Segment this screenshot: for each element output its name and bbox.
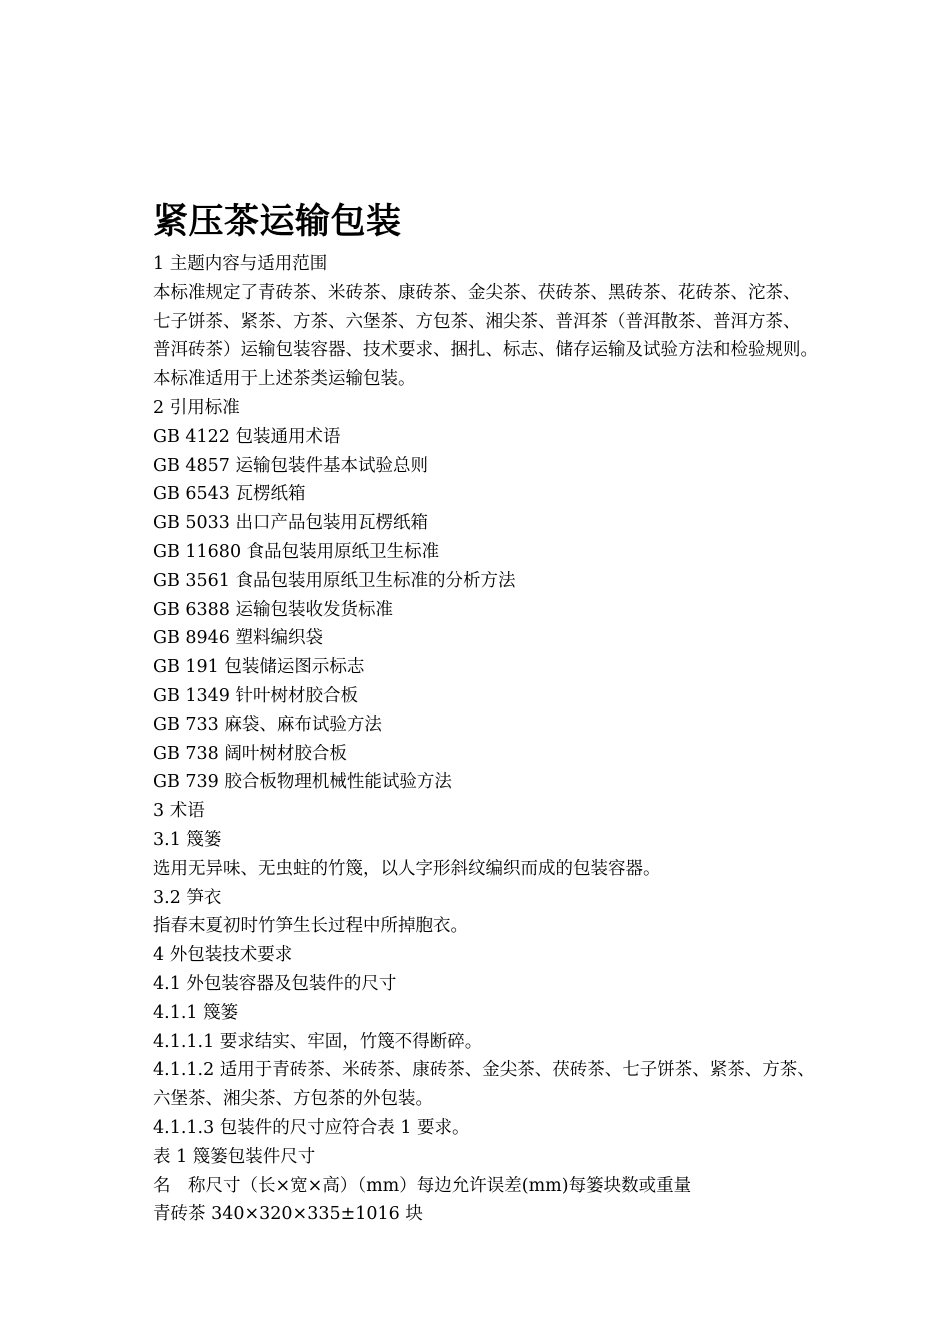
reference-item: GB 8946 塑料编织袋 (153, 628, 324, 649)
term-definition: 指春末夏初时竹笋生长过程中所掉胞衣。 (153, 916, 468, 937)
paragraph-line: 本标准适用于上述茶类运输包装。 (153, 369, 416, 390)
term-definition: 选用无异味、无虫蛀的竹篾，以人字形斜纹编织而成的包装容器。 (153, 858, 661, 879)
table-row: 青砖茶 340×320×335±1016 块 (153, 1204, 423, 1225)
paragraph-line: 七子饼茶、紧茶、方茶、六堡茶、方包茶、湘尖茶、普洱茶（普洱散茶、普洱方茶、 (153, 311, 801, 332)
section-heading-scope: 1 主题内容与适用范围 (153, 254, 328, 274)
subsection-heading: 4.1.1 篾篓 (153, 1002, 239, 1023)
clause-line: 六堡茶、湘尖茶、方包茶的外包装。 (153, 1089, 433, 1110)
document-title: 紧压茶运输包装 (153, 201, 402, 242)
clause-line: 4.1.1.1 要求结实、牢固，竹篾不得断碎。 (153, 1031, 483, 1052)
section-heading-requirements: 4 外包装技术要求 (153, 945, 293, 966)
clause-line: 4.1.1.2 适用于青砖茶、米砖茶、康砖茶、金尖茶、茯砖茶、七子饼茶、紧茶、方茶、 (153, 1060, 815, 1081)
clause-line: 4.1.1.3 包装件的尺寸应符合表 1 要求。 (153, 1117, 470, 1138)
table-header-row: 名 称尺寸（长×宽×高）（mm）每边允许误差(mm)每篓块数或重量 (153, 1175, 692, 1196)
document-page (153, 196, 883, 1229)
reference-item: GB 6388 运输包装收发货标准 (153, 599, 394, 620)
reference-item: GB 733 麻袋、麻布试验方法 (153, 714, 382, 735)
section-heading-references: 2 引用标准 (153, 397, 240, 418)
subsection-heading: 4.1 外包装容器及包装件的尺寸 (153, 973, 397, 994)
reference-item: GB 11680 食品包装用原纸卫生标准 (153, 541, 440, 562)
section-heading-terms: 3 术语 (153, 801, 205, 822)
term-heading: 3.2 笋衣 (153, 887, 222, 908)
reference-item: GB 738 阔叶树材胶合板 (153, 743, 347, 764)
document-body (153, 250, 883, 1229)
reference-item: GB 739 胶合板物理机械性能试验方法 (153, 772, 452, 793)
reference-item: GB 3561 食品包装用原纸卫生标准的分析方法 (153, 570, 516, 591)
reference-item: GB 1349 针叶树材胶合板 (153, 685, 359, 706)
paragraph-line: 本标准规定了青砖茶、米砖茶、康砖茶、金尖茶、茯砖茶、黑砖茶、花砖茶、沱茶、 (153, 282, 801, 303)
reference-item: GB 4122 包装通用术语 (153, 426, 341, 447)
table-caption: 表 1 篾篓包装件尺寸 (153, 1146, 316, 1167)
reference-item: GB 4857 运输包装件基本试验总则 (153, 455, 429, 476)
paragraph-line: 普洱砖茶）运输包装容器、技术要求、捆扎、标志、储存运输及试验方法和检验规则。 (153, 340, 818, 361)
reference-item: GB 6543 瓦楞纸箱 (153, 484, 306, 505)
term-heading: 3.1 篾篓 (153, 829, 222, 850)
reference-item: GB 5033 出口产品包装用瓦楞纸箱 (153, 513, 429, 534)
reference-item: GB 191 包装储运图示标志 (153, 657, 365, 678)
